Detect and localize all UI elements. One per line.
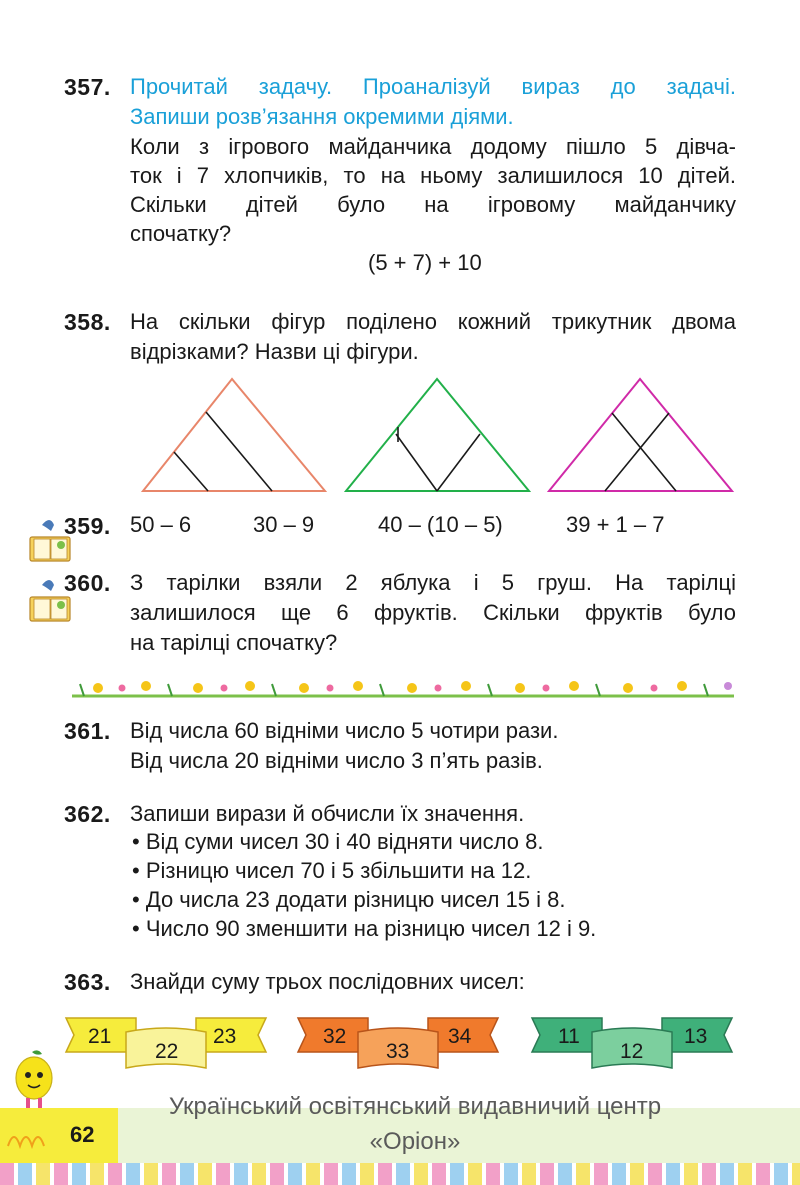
footer-stripe xyxy=(0,1163,800,1185)
task-text: ток і 7 хлопчиків, то на ньому залишилося 10 дітей. xyxy=(130,163,736,188)
task-text: Від числа 60 відніми число 5 чотири рази. xyxy=(130,718,559,743)
ribbon-number: 13 xyxy=(684,1025,708,1048)
ribbon-number: 32 xyxy=(323,1025,347,1048)
ribbon-number: 21 xyxy=(88,1025,112,1048)
page-number: 62 xyxy=(70,1122,95,1147)
publisher-name: «Оріон» xyxy=(369,1128,461,1155)
task-number: 363. xyxy=(64,969,111,995)
task-text: відрізками? Назви ці фігури. xyxy=(130,339,419,364)
ribbon-number: 33 xyxy=(386,1040,410,1063)
task-number: 359. xyxy=(64,513,111,539)
task-number: 360. xyxy=(64,570,111,596)
lemon-character-icon xyxy=(6,1048,60,1110)
ribbon-number: 23 xyxy=(213,1025,237,1048)
publisher-name: Український освітянський видавничий центр xyxy=(168,1093,662,1120)
bullet-item: • Різницю чисел 70 і 5 збільшити на 12. xyxy=(132,858,532,883)
task-text: залишилося ще 6 фруктів. Скільки фруктів було xyxy=(130,600,736,625)
bullet-item: • Число 90 зменшити на різницю чисел 12 і 9. xyxy=(132,916,597,941)
task-instruction: Прочитай задачу. Проаналізуй вираз до задачі. xyxy=(130,74,736,99)
task-text: Скільки дітей було на ігровому майданчику xyxy=(130,192,736,217)
triangle-3 xyxy=(549,379,732,491)
task-number: 361. xyxy=(64,718,111,744)
task-text: спочатку? xyxy=(130,221,232,246)
triangles-figure xyxy=(0,0,800,520)
expression: 30 – 9 xyxy=(253,512,315,537)
task-text: Від числа 20 відніми число 3 п’ять разів. xyxy=(130,748,543,773)
expression: 40 – (10 – 5) xyxy=(378,512,503,537)
task-text: Запиши вирази й обчисли їх значення. xyxy=(130,801,525,826)
flower-border-icon xyxy=(68,676,738,702)
task-text: на тарілці спочатку? xyxy=(130,630,338,655)
task-expression: (5 + 7) + 10 xyxy=(368,250,482,275)
task-text: З тарілки взяли 2 яблука і 5 груш. На тарілці xyxy=(130,570,736,595)
triangle-1 xyxy=(143,379,325,491)
ribbon-number: 22 xyxy=(155,1040,179,1063)
task-instruction: Запиши розв’язання окремими діями. xyxy=(130,104,514,129)
task-number: 357. xyxy=(64,74,111,100)
bullet-item: • До числа 23 додати різницю чисел 15 і 8. xyxy=(132,887,566,912)
bullet-item: • Від суми чисел 30 і 40 відняти число 8. xyxy=(132,829,544,854)
task-number: 358. xyxy=(64,309,111,335)
triangle-2 xyxy=(346,379,529,491)
task-number: 362. xyxy=(64,801,111,827)
ribbon-number: 11 xyxy=(558,1025,580,1048)
ribbon-number: 12 xyxy=(620,1040,644,1063)
expression: 50 – 6 xyxy=(130,512,192,537)
task-text: Знайди суму трьох послідовних чисел: xyxy=(130,969,525,994)
decorative-swirl-icon xyxy=(4,1118,60,1154)
task-text: На скільки фігур поділено кожний трикутник двома xyxy=(130,309,736,334)
expression: 39 + 1 – 7 xyxy=(566,512,665,537)
task-text: Коли з ігрового майданчика додому пішло 5 дівча- xyxy=(130,134,736,159)
ribbon-number: 34 xyxy=(448,1025,472,1048)
